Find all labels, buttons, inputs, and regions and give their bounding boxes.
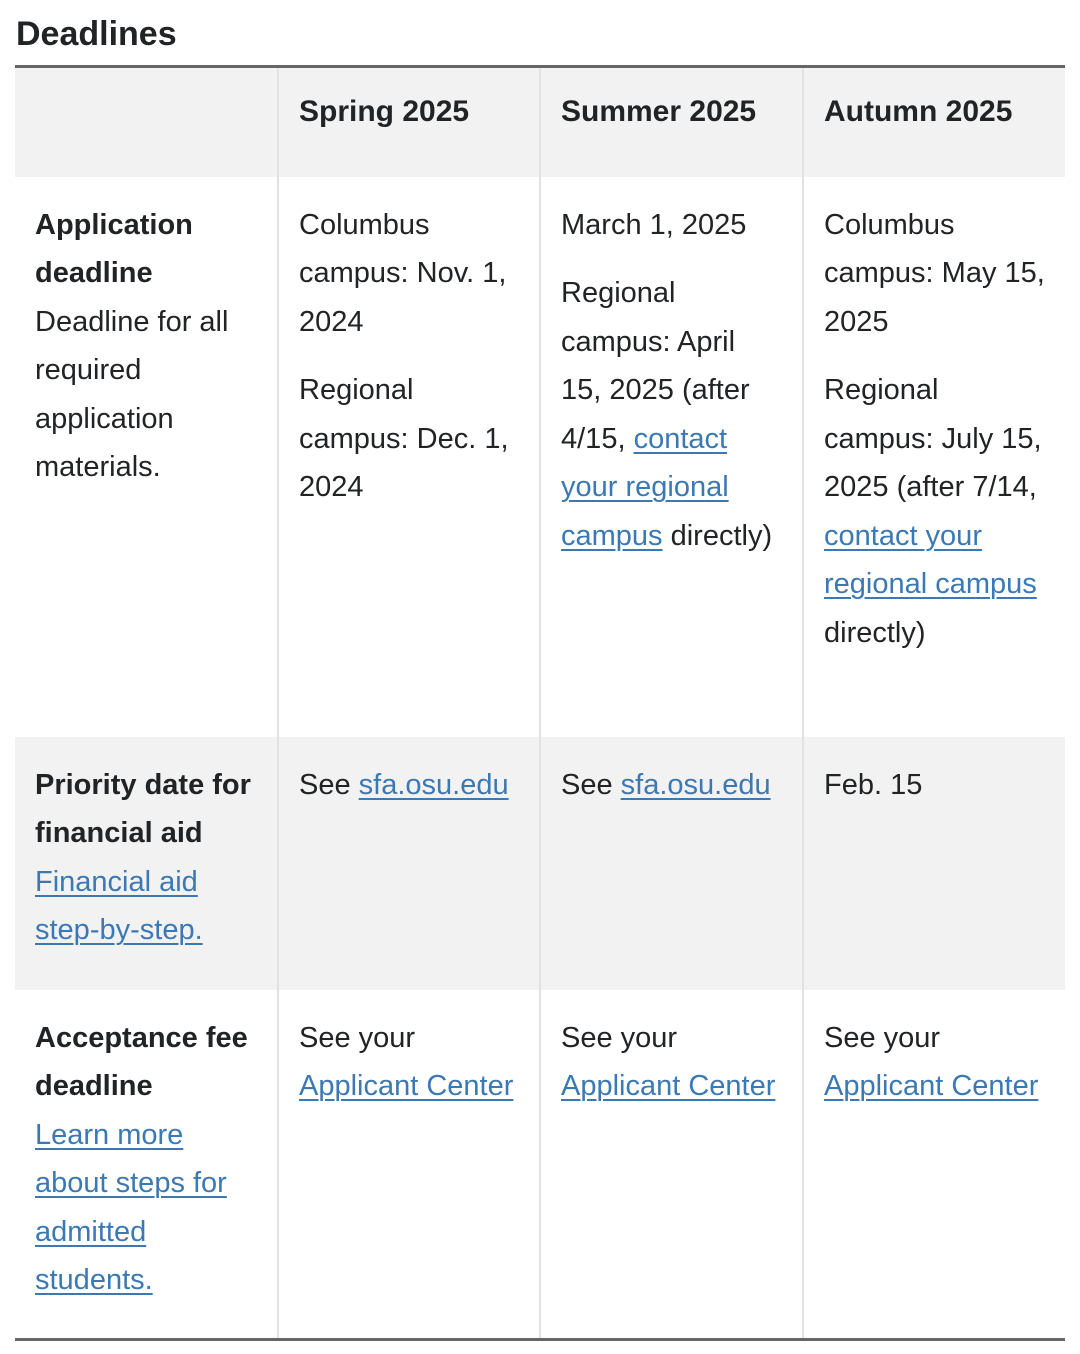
applicant-center-link-autumn[interactable]: Applicant Center — [824, 1070, 1039, 1102]
see-your-text: See your — [824, 1021, 941, 1054]
row-header-application-deadline — [15, 177, 278, 737]
autumn-regional-text-after: directly) — [824, 616, 926, 649]
section-title: Deadlines — [16, 15, 177, 53]
contact-regional-campus-link-autumn[interactable]: contact your regional campus — [824, 519, 1037, 600]
cell-autumn-acceptance-fee — [803, 990, 1065, 1340]
row-header-financial-aid — [15, 737, 278, 990]
cell-spring-financial-aid — [278, 737, 540, 990]
row-label: Application deadline — [35, 208, 193, 289]
row-header-acceptance-fee — [15, 990, 278, 1340]
summer-deadline: March 1, 2025 — [561, 208, 747, 241]
autumn-regional-deadline — [824, 366, 1045, 657]
autumn-columbus-deadline: Columbus campus: May 15, 2025 — [824, 208, 1045, 338]
autumn-aid-date: Feb. 15 — [824, 768, 923, 801]
see-your-text: See your — [299, 1021, 416, 1054]
table-row-financial-aid — [15, 737, 1065, 990]
header-summer-2025: Summer 2025 — [540, 67, 803, 177]
cell-autumn-application-deadline — [803, 177, 1065, 737]
sfa-link-spring[interactable]: sfa.osu.edu — [358, 768, 509, 801]
spring-regional-deadline: Regional campus: Dec. 1, 2024 — [299, 374, 509, 503]
deadlines-table — [15, 65, 1065, 1341]
row-description: Deadline for all required application materials. — [35, 305, 229, 483]
financial-aid-step-by-step-link[interactable]: Financial aid step-by-step. — [35, 865, 203, 946]
cell-summer-application-deadline — [540, 177, 803, 737]
admitted-students-steps-link[interactable]: Learn more about steps for admitted students. — [35, 1118, 227, 1296]
summer-regional-text-after: directly) — [662, 519, 773, 552]
applicant-center-link-spring[interactable]: Applicant Center — [299, 1070, 514, 1102]
see-text: See — [561, 768, 621, 801]
row-label: Acceptance fee deadline — [35, 1021, 248, 1102]
table-row-acceptance-fee — [15, 990, 1065, 1340]
cell-summer-financial-aid — [540, 737, 803, 990]
see-your-text: See your — [561, 1021, 678, 1054]
header-empty-cell — [15, 67, 278, 177]
cell-spring-acceptance-fee — [278, 990, 540, 1340]
row-label: Priority date for financial aid — [35, 768, 251, 849]
table-row-application-deadline — [15, 177, 1065, 737]
cell-spring-application-deadline — [278, 177, 540, 737]
header-spring-2025: Spring 2025 — [278, 67, 540, 177]
summer-regional-deadline — [561, 269, 782, 560]
autumn-regional-text: Regional campus: July 15, 2025 (after 7/14, — [824, 374, 1042, 503]
applicant-center-link-summer[interactable]: Applicant Center — [561, 1070, 776, 1102]
cell-summer-acceptance-fee — [540, 990, 803, 1340]
summer-regional-text: Regional campus: April 15, 2025 (after 4/15, — [561, 277, 750, 455]
contact-regional-campus-link-summer[interactable]: contact your regional campus — [561, 422, 729, 552]
table-header-row — [15, 67, 1065, 177]
header-autumn-2025: Autumn 2025 — [803, 67, 1065, 177]
cell-autumn-financial-aid — [803, 737, 1065, 990]
spring-columbus-deadline: Columbus campus: Nov. 1, 2024 — [299, 208, 507, 338]
sfa-link-summer[interactable]: sfa.osu.edu — [620, 768, 771, 801]
see-text: See — [299, 768, 359, 801]
